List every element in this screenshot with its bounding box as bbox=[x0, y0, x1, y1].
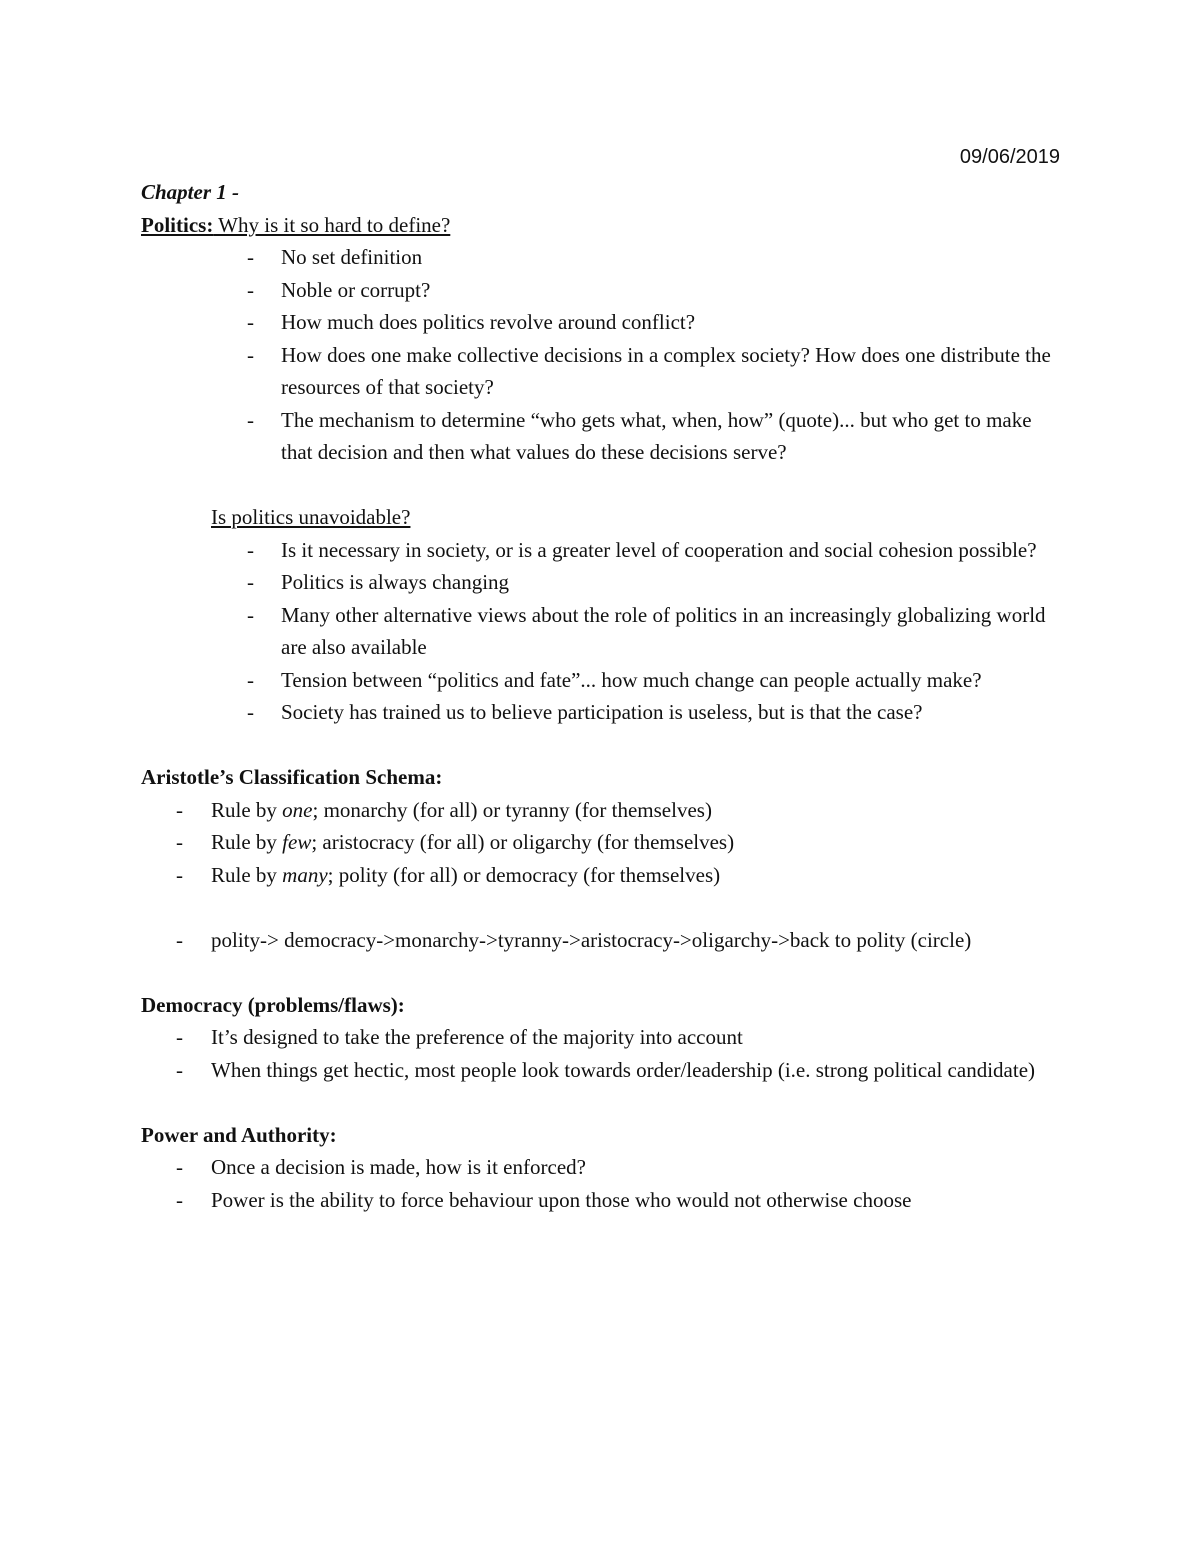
list-item bbox=[141, 1184, 1061, 1217]
notes-content bbox=[141, 176, 1061, 1216]
chapter-heading: Chapter 1 - bbox=[141, 180, 240, 204]
dash-bullet: - bbox=[176, 797, 183, 822]
democracy-list bbox=[141, 1021, 1061, 1086]
list-item-text: Once a decision is made, how is it enforced? bbox=[211, 1155, 586, 1179]
dash-bullet: - bbox=[247, 245, 254, 269]
list-item bbox=[141, 826, 1061, 859]
power-heading: Power and Authority: bbox=[141, 1122, 337, 1147]
politics-question: Why is it so hard to define? bbox=[213, 212, 451, 237]
spacer bbox=[141, 469, 1061, 502]
spacer bbox=[141, 729, 1061, 762]
rule-emphasis: many bbox=[282, 862, 328, 887]
list-item bbox=[141, 1054, 1061, 1087]
list-item bbox=[141, 404, 1061, 469]
spacer bbox=[141, 956, 1061, 989]
rule-emphasis: one bbox=[282, 797, 313, 822]
list-item-text: It’s designed to take the preference of the majority into account bbox=[211, 1025, 743, 1049]
dash-bullet: - bbox=[176, 1187, 183, 1212]
date: 09/06/2019 bbox=[959, 146, 1060, 168]
list-item bbox=[141, 696, 1061, 729]
list-item bbox=[141, 274, 1061, 307]
list-item bbox=[141, 534, 1061, 567]
politics-list bbox=[141, 241, 1061, 469]
dash-bullet: - bbox=[247, 602, 254, 627]
dash-bullet: - bbox=[176, 927, 183, 952]
dash-bullet: - bbox=[247, 667, 254, 692]
rule-prefix: Rule by bbox=[211, 862, 283, 887]
list-item bbox=[141, 794, 1061, 827]
list-item-text: How much does politics revolve around conflict? bbox=[281, 310, 696, 334]
list-item-text: Politics is always changing bbox=[281, 570, 510, 594]
politics-label: Politics: bbox=[141, 212, 214, 237]
list-item bbox=[141, 924, 1061, 957]
dash-bullet: - bbox=[247, 310, 254, 334]
spacer bbox=[141, 891, 1061, 924]
dash-bullet: - bbox=[176, 1155, 183, 1179]
list-item bbox=[141, 599, 1061, 664]
list-item bbox=[141, 241, 1061, 274]
list-item-text: The mechanism to determine “who gets what, when, how” (quote)... but who get to make that decision and then what values do these decisions serve? bbox=[281, 407, 1032, 464]
cycle-text: polity-> democracy->monarchy->tyranny->aristocracy->oligarchy->back to polity (circle) bbox=[211, 927, 972, 952]
democracy-heading: Democracy (problems/flaws): bbox=[141, 992, 405, 1017]
list-item-text: When things get hectic, most people look towards order/leadership (i.e. strong political candidate) bbox=[211, 1057, 1036, 1082]
spacer bbox=[141, 1086, 1061, 1119]
list-item-text: No set definition bbox=[281, 245, 423, 269]
dash-bullet: - bbox=[176, 1025, 183, 1049]
dash-bullet: - bbox=[247, 537, 254, 562]
dash-bullet: - bbox=[247, 407, 254, 432]
list-item-text: Is it necessary in society, or is a greater level of cooperation and social cohesion possible? bbox=[281, 537, 1037, 562]
rule-suffix: ; monarchy (for all) or tyranny (for themselves) bbox=[312, 797, 712, 822]
politics-heading bbox=[141, 209, 1061, 242]
aristotle-rules-list bbox=[141, 794, 1061, 892]
dash-bullet: - bbox=[176, 862, 183, 887]
list-item-text: Tension between “politics and fate”... how much change can people actually make? bbox=[281, 667, 982, 692]
aristotle-cycle-list bbox=[141, 924, 1061, 957]
list-item bbox=[141, 339, 1061, 404]
aristotle-heading: Aristotle’s Classification Schema: bbox=[141, 765, 443, 789]
unavoidable-list bbox=[141, 534, 1061, 729]
rule-prefix: Rule by bbox=[211, 830, 283, 854]
dash-bullet: - bbox=[176, 830, 183, 854]
list-item bbox=[141, 1021, 1061, 1054]
list-item bbox=[141, 664, 1061, 697]
rule-suffix: ; polity (for all) or democracy (for themselves) bbox=[327, 862, 721, 887]
rule-emphasis: few bbox=[282, 830, 312, 854]
list-item bbox=[141, 306, 1061, 339]
dash-bullet: - bbox=[247, 700, 254, 724]
list-item bbox=[141, 1151, 1061, 1184]
dash-bullet: - bbox=[176, 1057, 183, 1082]
list-item-text: Power is the ability to force behaviour upon those who would not otherwise choose bbox=[211, 1187, 912, 1212]
list-item bbox=[141, 859, 1061, 892]
dash-bullet: - bbox=[247, 277, 254, 302]
list-item-text: How does one make collective decisions in a complex society? How does one distribute the resources of that society? bbox=[281, 342, 1051, 399]
rule-prefix: Rule by bbox=[211, 797, 283, 822]
list-item-text: Noble or corrupt? bbox=[281, 277, 431, 302]
unavoidable-heading bbox=[141, 501, 1061, 534]
list-item-text: Society has trained us to believe participation is useless, but is that the case? bbox=[281, 700, 923, 724]
list-item-text: Many other alternative views about the role of politics in an increasingly globalizing world are also available bbox=[281, 602, 1046, 659]
dash-bullet: - bbox=[247, 570, 254, 594]
power-list bbox=[141, 1151, 1061, 1216]
unavoidable-heading-text: Is politics unavoidable? bbox=[211, 505, 411, 529]
dash-bullet: - bbox=[247, 342, 254, 367]
list-item bbox=[141, 566, 1061, 599]
rule-suffix: ; aristocracy (for all) or oligarchy (for themselves) bbox=[311, 830, 735, 854]
